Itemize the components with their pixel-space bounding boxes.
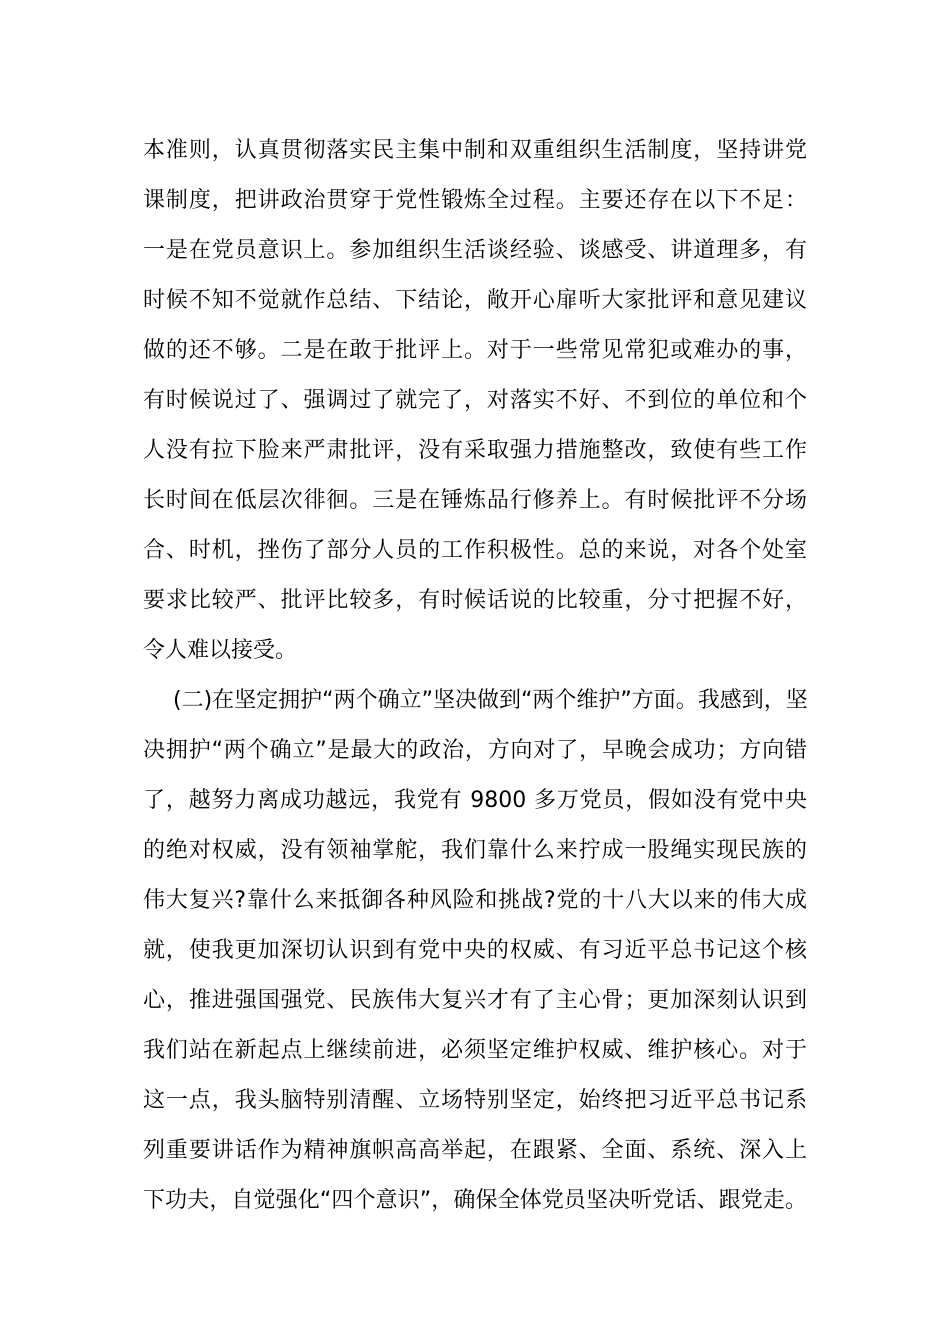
text-line: 时候不知不觉就作总结、下结论，敞开心扉听大家批评和意见建议: [143, 288, 807, 313]
paragraph-start-line: (二)在坚定拥护“两个确立”坚决做到“两个维护”方面。我感到，坚: [173, 688, 808, 713]
text-line: 心，推进强国强党、民族伟大复兴才有了主心骨；更加深刻认识到: [143, 988, 807, 1013]
text-line: 下功夫，自觉强化“四个意识”，确保全体党员坚决听党话、跟党走。: [143, 1188, 807, 1213]
text-line: 就，使我更加深切认识到有党中央的权威、有习近平总书记这个核: [143, 938, 807, 963]
text-line: 列重要讲话作为精神旗帜高高举起，在跟紧、全面、系统、深入上: [143, 1138, 807, 1163]
text-line: 做的还不够。二是在敢于批评上。对于一些常见常犯或难办的事，: [143, 338, 807, 363]
text-line: 这一点，我头脑特别清醒、立场特别坚定，始终把习近平总书记系: [143, 1088, 807, 1113]
text-line: 课制度，把讲政治贯穿于党性锻炼全过程。主要还存在以下不足：: [143, 188, 807, 213]
text-line: 的绝对权威，没有领袖掌舵，我们靠什么来拧成一股绳实现民族的: [143, 838, 807, 863]
text-line: 长时间在低层次徘徊。三是在锤炼品行修养上。有时候批评不分场: [143, 488, 807, 513]
text-line: 要求比较严、批评比较多，有时候话说的比较重，分寸把握不好，: [143, 588, 807, 613]
text-line: 令人难以接受。: [143, 638, 298, 663]
text-line: 我们站在新起点上继续前进，必须坚定维护权威、维护核心。对于: [143, 1038, 807, 1063]
text-line: 决拥护“两个确立”是最大的政治，方向对了，早晚会成功；方向错: [143, 738, 807, 763]
text-line: 伟大复兴?靠什么来抵御各种风险和挑战?党的十八大以来的伟大成: [143, 888, 807, 913]
text-line: 一是在党员意识上。参加组织生活谈经验、谈感受、讲道理多，有: [143, 238, 807, 263]
text-line: 有时候说过了、强调过了就完了，对落实不好、不到位的单位和个: [143, 388, 807, 413]
text-line: 了，越努力离成功越远，我党有 9800 多万党员，假如没有党中央: [143, 788, 807, 813]
text-line: 本准则，认真贯彻落实民主集中制和双重组织生活制度，坚持讲党: [143, 138, 807, 163]
body-text: [143, 126, 807, 1226]
text-line: 人没有拉下脸来严肃批评，没有采取强力措施整改，致使有些工作: [143, 438, 807, 463]
text-line: 合、时机，挫伤了部分人员的工作积极性。总的来说，对各个处室: [143, 538, 807, 563]
